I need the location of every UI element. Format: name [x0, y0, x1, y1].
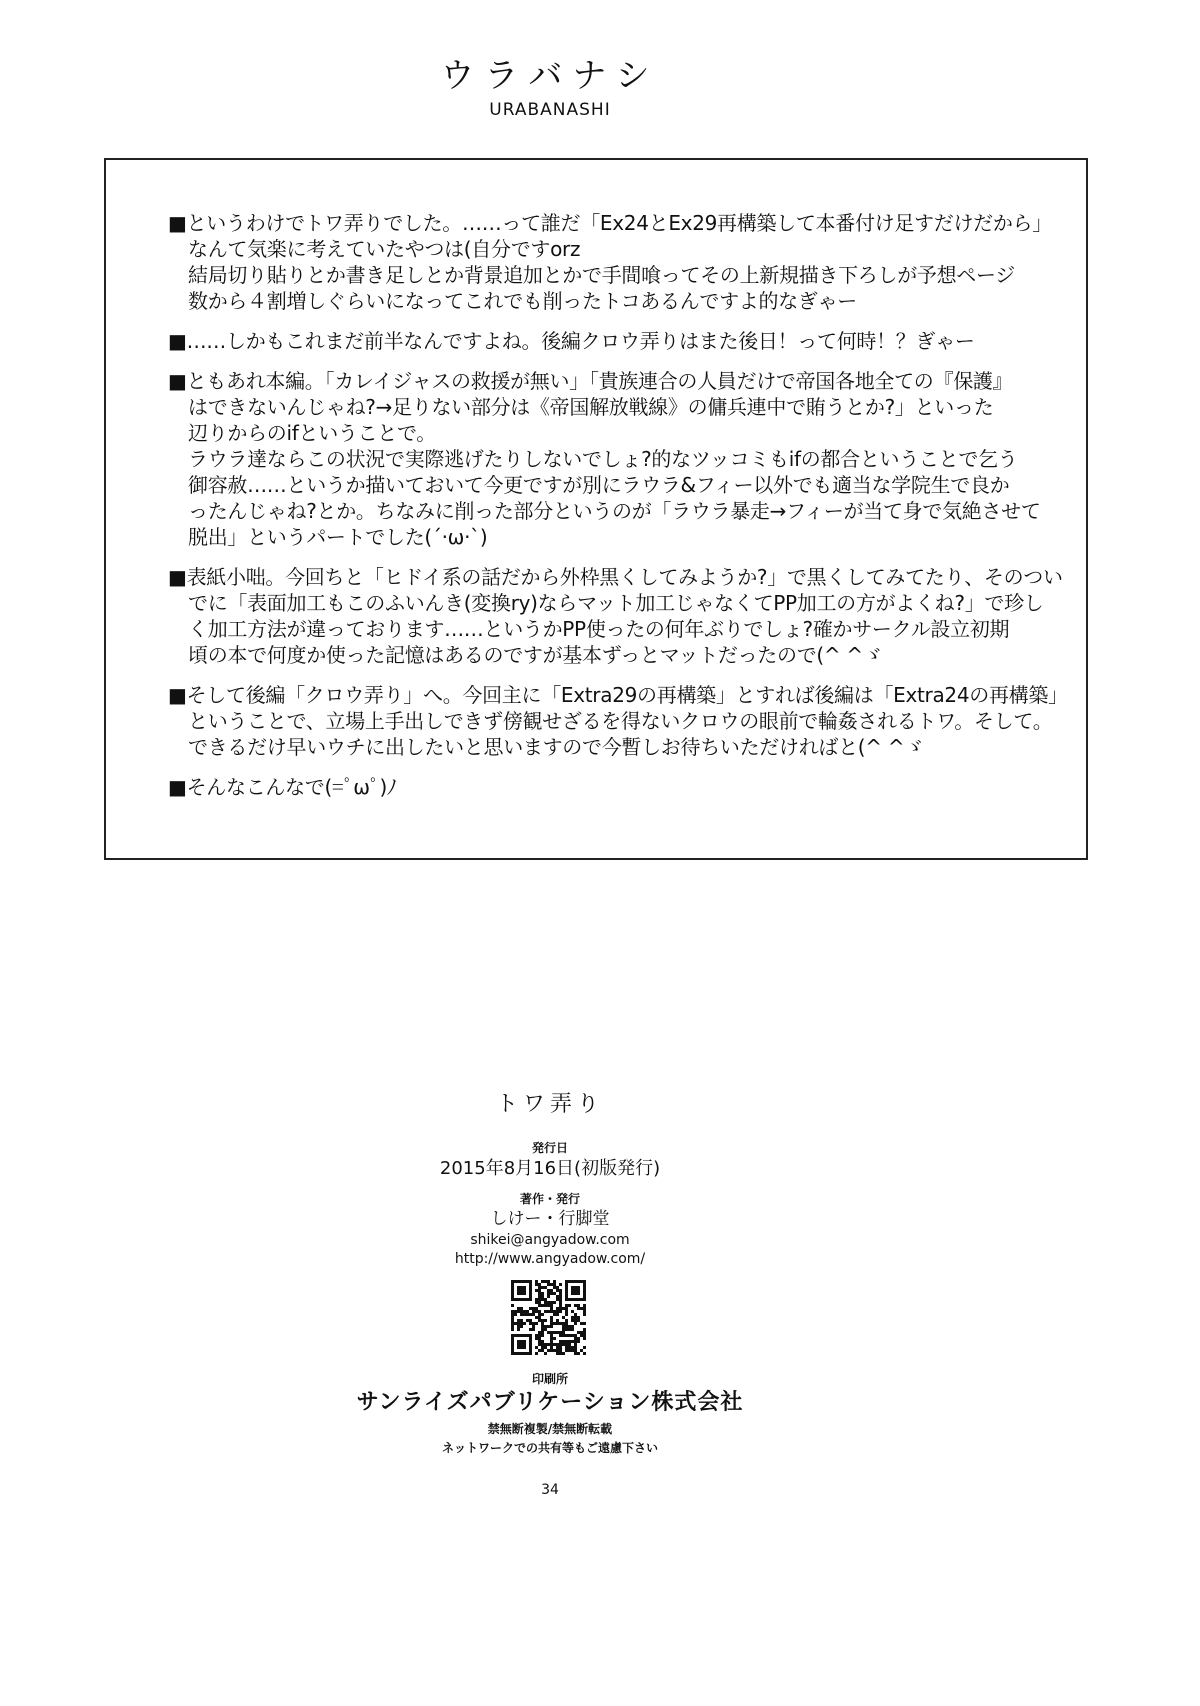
afterword-line: ■……しかもこれまだ前半なんですよね。後編クロウ弄りはまた後日！って何時！？ぎゃー — [168, 329, 975, 353]
qr-module — [538, 1334, 541, 1337]
qr-module — [574, 1334, 577, 1337]
qr-module — [547, 1304, 550, 1307]
qr-module — [538, 1337, 541, 1340]
qr-module — [568, 1349, 571, 1352]
qr-module — [562, 1325, 565, 1328]
qr-module — [583, 1334, 586, 1337]
qr-module — [580, 1334, 583, 1337]
qr-module — [568, 1334, 571, 1337]
qr-module — [583, 1346, 586, 1349]
qr-module — [553, 1337, 556, 1340]
qr-module — [580, 1322, 583, 1325]
qr-module — [556, 1295, 559, 1298]
qr-module — [517, 1325, 520, 1328]
qr-module — [553, 1313, 556, 1316]
qr-module — [550, 1292, 553, 1295]
afterword-line: 数から４割増しぐらいになってこれでも削ったトコあるんですよ的なぎゃー — [188, 289, 857, 313]
qr-module — [559, 1340, 562, 1343]
qr-module — [568, 1340, 571, 1343]
qr-module — [556, 1286, 559, 1289]
qr-module — [574, 1352, 577, 1355]
qr-module — [559, 1283, 562, 1286]
qr-module — [574, 1340, 577, 1343]
qr-module — [565, 1322, 568, 1325]
qr-module — [538, 1292, 541, 1295]
qr-module — [571, 1319, 574, 1322]
qr-module — [544, 1280, 547, 1283]
qr-module — [523, 1313, 526, 1316]
afterword-line: ということで、立場上手出しできず傍観せざるを得ないクロウの眼前で輪姦されるトワ。そして。 — [188, 709, 1053, 733]
qr-module — [538, 1316, 541, 1319]
qr-module — [538, 1313, 541, 1316]
qr-module — [547, 1289, 550, 1292]
qr-module — [556, 1289, 559, 1292]
page-number: 34 — [541, 1482, 559, 1498]
qr-module — [568, 1304, 571, 1307]
author-label: 著作・発行 — [519, 1192, 580, 1206]
qr-module — [577, 1307, 580, 1310]
afterword-paragraph — [168, 564, 1068, 668]
qr-module — [571, 1286, 580, 1295]
qr-module — [547, 1325, 550, 1328]
qr-module — [511, 1316, 514, 1319]
qr-module — [559, 1289, 562, 1292]
qr-module — [565, 1307, 568, 1310]
qr-module — [574, 1337, 577, 1340]
qr-module — [559, 1310, 562, 1313]
qr-module — [556, 1310, 559, 1313]
qr-module — [568, 1346, 571, 1349]
qr-module — [511, 1325, 514, 1328]
author-url[interactable]: http://www.angyadow.com/ — [454, 1251, 646, 1267]
qr-module — [553, 1280, 556, 1283]
qr-module — [559, 1298, 562, 1301]
qr-module — [535, 1301, 538, 1304]
qr-module — [556, 1298, 559, 1301]
qr-module — [517, 1310, 520, 1313]
qr-module — [511, 1322, 514, 1325]
qr-module — [568, 1343, 571, 1346]
qr-module — [553, 1349, 556, 1352]
qr-module — [511, 1319, 514, 1322]
qr-module — [574, 1316, 577, 1319]
printer-label: 印刷所 — [531, 1372, 568, 1386]
qr-module — [556, 1331, 559, 1334]
qr-module — [538, 1301, 541, 1304]
afterword-line: でに「表面加工もこのふいんき(変換ry)ならマット加工じゃなくてPP加工の方がよくね?」で珍し — [188, 591, 1044, 615]
qr-module — [565, 1334, 568, 1337]
qr-module — [541, 1304, 544, 1307]
qr-module — [541, 1292, 544, 1295]
qr-module — [559, 1352, 562, 1355]
qr-module — [535, 1283, 538, 1286]
qr-module — [517, 1322, 520, 1325]
afterword-line: 御容赦……というか描いておいて今更ですが別にラウラ&フィー以外でも適当な学院生で良か — [188, 473, 1010, 497]
qr-module — [538, 1304, 541, 1307]
qr-module — [535, 1307, 538, 1310]
afterword-line: ■表紙小咄。今回ちと「ヒドイ系の話だから外枠黒くしてみようか?」で黒くしてみてたり、そのつい — [168, 565, 1063, 589]
afterword-line: ■というわけでトワ弄りでした。……って誰だ「Ex24とEx29再構築して本番付け足すだけだから」 — [168, 211, 1052, 235]
qr-module — [565, 1313, 568, 1316]
qr-module — [571, 1310, 574, 1313]
qr-module — [583, 1352, 586, 1355]
afterword-line: ■そんなこんなで(=ﾟωﾟ)ﾉ — [168, 775, 397, 799]
qr-module — [532, 1310, 535, 1313]
qr-module — [541, 1295, 544, 1298]
qr-module — [571, 1349, 574, 1352]
qr-module — [535, 1334, 538, 1337]
qr-module — [532, 1313, 535, 1316]
qr-module — [538, 1319, 541, 1322]
qr-module — [547, 1280, 550, 1283]
qr-module — [517, 1340, 526, 1349]
qr-module — [565, 1340, 568, 1343]
share-notice: ネットワークでの共有等もご遠慮下さい — [441, 1441, 658, 1455]
qr-module — [538, 1289, 541, 1292]
qr-module — [562, 1352, 565, 1355]
qr-module — [550, 1331, 553, 1334]
qr-module — [559, 1346, 562, 1349]
qr-module — [520, 1319, 523, 1322]
qr-module — [544, 1343, 547, 1346]
qr-module — [532, 1307, 535, 1310]
qr-module — [559, 1295, 562, 1298]
header-title-latin: URABANASHI — [489, 100, 611, 120]
qr-module — [520, 1307, 523, 1310]
qr-module — [511, 1310, 514, 1313]
qr-module — [553, 1286, 556, 1289]
author-name: しけー・行脚堂 — [490, 1209, 610, 1229]
qr-module — [562, 1316, 565, 1319]
afterword-line: く加工方法が違っております……というかPP使ったの何年ぶりでしょ?確かサークル設立初期 — [188, 617, 1010, 641]
qr-code-icon — [511, 1280, 586, 1355]
qr-module — [517, 1286, 526, 1295]
qr-module — [553, 1292, 556, 1295]
qr-module — [556, 1343, 559, 1346]
qr-module — [532, 1328, 535, 1331]
qr-module — [541, 1349, 544, 1352]
qr-module — [544, 1319, 547, 1322]
qr-module — [517, 1307, 520, 1310]
qr-module — [577, 1352, 580, 1355]
afterword-line: 頃の本で何度か使った記憶はあるのですが基本ずっとマットだったので(^ ^ゞ — [188, 643, 883, 667]
qr-module — [565, 1346, 568, 1349]
qr-module — [562, 1331, 565, 1334]
qr-module — [535, 1310, 538, 1313]
afterword-paragraph — [168, 368, 1068, 550]
qr-module — [520, 1310, 523, 1313]
qr-module — [541, 1343, 544, 1346]
qr-module — [523, 1322, 526, 1325]
qr-module — [577, 1337, 580, 1340]
qr-module — [559, 1343, 562, 1346]
qr-module — [544, 1328, 547, 1331]
qr-module — [550, 1301, 553, 1304]
qr-module — [520, 1322, 523, 1325]
qr-module — [556, 1322, 559, 1325]
qr-module — [514, 1310, 517, 1313]
qr-module — [547, 1295, 550, 1298]
afterword-line: ■ともあれ本編。「カレイジャスの救援が無い」「貴族連合の人員だけで帝国各地全ての『保護』 — [168, 369, 1013, 393]
qr-module — [556, 1352, 559, 1355]
qr-module — [559, 1307, 562, 1310]
qr-module — [535, 1346, 538, 1349]
qr-module — [544, 1304, 547, 1307]
qr-module — [574, 1349, 577, 1352]
qr-module — [511, 1313, 514, 1316]
qr-module — [577, 1316, 580, 1319]
qr-module — [583, 1310, 586, 1313]
qr-module — [556, 1313, 559, 1316]
afterword-line: 結局切り貼りとか書き足しとか背景追加とかで手間喰ってその上新規描き下ろしが予想ページ — [188, 263, 1015, 287]
qr-module — [550, 1304, 553, 1307]
qr-module — [583, 1322, 586, 1325]
qr-module — [550, 1310, 553, 1313]
qr-module — [547, 1331, 550, 1334]
qr-module — [583, 1304, 586, 1307]
qr-module — [550, 1319, 553, 1322]
afterword-text — [168, 210, 1068, 814]
qr-module — [568, 1325, 571, 1328]
qr-module — [562, 1307, 565, 1310]
qr-module — [514, 1313, 517, 1316]
qr-module — [550, 1307, 553, 1310]
qr-module — [580, 1307, 583, 1310]
qr-module — [544, 1301, 547, 1304]
qr-module — [541, 1340, 544, 1343]
qr-module — [571, 1340, 574, 1343]
qr-module — [511, 1328, 514, 1331]
qr-module — [553, 1331, 556, 1334]
qr-module — [577, 1331, 580, 1334]
qr-module — [559, 1334, 562, 1337]
afterword-line: ラウラ達ならこの状況で実際逃げたりしないでしょ?的なツッコミもifの都合ということで乞う — [188, 447, 1018, 471]
qr-module — [550, 1289, 553, 1292]
qr-module — [523, 1310, 526, 1313]
qr-module — [544, 1346, 547, 1349]
qr-module — [529, 1313, 532, 1316]
afterword-paragraph — [168, 328, 1068, 354]
qr-module — [565, 1304, 568, 1307]
afterword-line: ■そして後編「クロウ弄り」へ。今回主に「Extra29の再構築」とすれば後編は「Extra24の再構築」 — [168, 683, 1068, 707]
qr-module — [574, 1343, 577, 1346]
qr-module — [565, 1349, 568, 1352]
qr-module — [544, 1352, 547, 1355]
qr-module — [541, 1322, 544, 1325]
qr-module — [550, 1322, 553, 1325]
qr-module — [541, 1286, 544, 1289]
qr-module — [556, 1346, 559, 1349]
afterword-line: はできないんじゃね?→足りない部分は《帝国解放戦線》の傭兵連中で賄うとか?」といった — [188, 395, 994, 419]
qr-module — [562, 1334, 565, 1337]
qr-module — [547, 1349, 550, 1352]
qr-module — [550, 1325, 553, 1328]
qr-module — [565, 1310, 568, 1313]
qr-module — [541, 1346, 544, 1349]
qr-module — [538, 1343, 541, 1346]
qr-module — [565, 1319, 568, 1322]
qr-module — [583, 1313, 586, 1316]
qr-module — [583, 1307, 586, 1310]
qr-module — [535, 1322, 538, 1325]
qr-module — [535, 1280, 538, 1283]
qr-module — [559, 1349, 562, 1352]
printer-name: サンライズパブリケーション株式会社 — [356, 1390, 744, 1415]
date-label: 発行日 — [531, 1141, 568, 1155]
afterword-paragraph — [168, 210, 1068, 314]
qr-module — [583, 1328, 586, 1331]
qr-module — [547, 1343, 550, 1346]
qr-module — [511, 1304, 514, 1307]
qr-module — [568, 1328, 571, 1331]
qr-module — [541, 1331, 544, 1334]
qr-module — [541, 1325, 544, 1328]
qr-module — [565, 1343, 568, 1346]
qr-module — [541, 1319, 544, 1322]
qr-module — [562, 1328, 565, 1331]
qr-module — [544, 1325, 547, 1328]
qr-module — [550, 1334, 553, 1337]
qr-module — [562, 1343, 565, 1346]
qr-module — [559, 1292, 562, 1295]
qr-module — [529, 1322, 532, 1325]
publish-date: 2015年8月16日(初版発行) — [439, 1158, 661, 1179]
qr-module — [550, 1283, 553, 1286]
qr-module — [544, 1298, 547, 1301]
qr-module — [574, 1322, 577, 1325]
qr-module — [553, 1322, 556, 1325]
qr-module — [541, 1313, 544, 1316]
qr-module — [520, 1325, 523, 1328]
afterword-paragraph — [168, 774, 1068, 800]
qr-module — [571, 1346, 574, 1349]
qr-module — [571, 1334, 574, 1337]
qr-module — [529, 1307, 532, 1310]
qr-module — [577, 1319, 580, 1322]
qr-module — [583, 1331, 586, 1334]
qr-module — [571, 1316, 574, 1319]
qr-module — [541, 1280, 544, 1283]
qr-module — [550, 1346, 553, 1349]
qr-module — [520, 1313, 523, 1316]
qr-module — [562, 1340, 565, 1343]
qr-module — [526, 1319, 529, 1322]
qr-module — [571, 1325, 574, 1328]
qr-module — [547, 1301, 550, 1304]
qr-module — [571, 1328, 574, 1331]
qr-module — [559, 1304, 562, 1307]
book-title: トワ弄り — [495, 1092, 604, 1117]
qr-module — [532, 1322, 535, 1325]
author-email[interactable]: shikei@angyadow.com — [470, 1232, 630, 1248]
qr-module — [580, 1331, 583, 1334]
qr-module — [550, 1340, 553, 1343]
qr-module — [517, 1328, 520, 1331]
copy-notice: 禁無断複製/禁無断転載 — [487, 1422, 613, 1436]
qr-module — [517, 1319, 520, 1322]
qr-module — [547, 1310, 550, 1313]
afterword-line: ったんじゃね?とか。ちなみに削った部分というのが「ラウラ暴走→フィーが当て身で気絶させて — [188, 499, 1041, 523]
qr-module — [538, 1283, 541, 1286]
qr-module — [550, 1316, 553, 1319]
qr-module — [529, 1328, 532, 1331]
qr-module — [535, 1298, 538, 1301]
qr-module — [556, 1307, 559, 1310]
qr-module — [547, 1283, 550, 1286]
qr-module — [538, 1298, 541, 1301]
qr-module — [538, 1295, 541, 1298]
qr-module — [529, 1319, 532, 1322]
qr-module — [553, 1310, 556, 1313]
qr-module — [559, 1301, 562, 1304]
qr-module — [574, 1346, 577, 1349]
qr-module — [583, 1337, 586, 1340]
qr-module — [535, 1352, 538, 1355]
afterword-line: なんて気楽に考えていたやつは(自分ですorz — [188, 237, 581, 261]
qr-module — [541, 1298, 544, 1301]
qr-module — [550, 1343, 553, 1346]
qr-module — [574, 1304, 577, 1307]
qr-module — [535, 1316, 538, 1319]
qr-module — [559, 1331, 562, 1334]
qr-module — [556, 1319, 559, 1322]
qr-module — [538, 1310, 541, 1313]
qr-module — [553, 1283, 556, 1286]
qr-module — [550, 1337, 553, 1340]
qr-module — [538, 1340, 541, 1343]
qr-module — [547, 1292, 550, 1295]
afterword-line: 脱出」というパートでした(´·ω·`) — [188, 525, 488, 549]
qr-module — [535, 1337, 538, 1340]
qr-module — [541, 1328, 544, 1331]
qr-module — [559, 1322, 562, 1325]
qr-module — [544, 1310, 547, 1313]
qr-module — [532, 1325, 535, 1328]
header-title-kana: ウラバナシ — [440, 56, 660, 96]
qr-module — [526, 1310, 529, 1313]
qr-module — [574, 1313, 577, 1316]
qr-module — [562, 1322, 565, 1325]
afterword-paragraph — [168, 682, 1068, 760]
qr-module — [541, 1334, 544, 1337]
qr-module — [565, 1325, 568, 1328]
qr-module — [538, 1286, 541, 1289]
qr-module — [580, 1349, 583, 1352]
qr-module — [574, 1319, 577, 1322]
qr-module — [553, 1343, 556, 1346]
qr-module — [565, 1328, 568, 1331]
qr-module — [514, 1322, 517, 1325]
qr-module — [556, 1349, 559, 1352]
qr-module — [535, 1289, 538, 1292]
afterword-line: できるだけ早いウチに出したいと思いますので今暫しお待ちいただければと(^ ^ゞ — [188, 735, 924, 759]
qr-module — [544, 1286, 547, 1289]
qr-module — [538, 1331, 541, 1334]
qr-module — [526, 1313, 529, 1316]
qr-module — [553, 1301, 556, 1304]
qr-module — [577, 1340, 580, 1343]
qr-module — [550, 1349, 553, 1352]
afterword-line: 辺りからのifということで。 — [188, 421, 436, 445]
qr-module — [538, 1349, 541, 1352]
qr-module — [577, 1304, 580, 1307]
